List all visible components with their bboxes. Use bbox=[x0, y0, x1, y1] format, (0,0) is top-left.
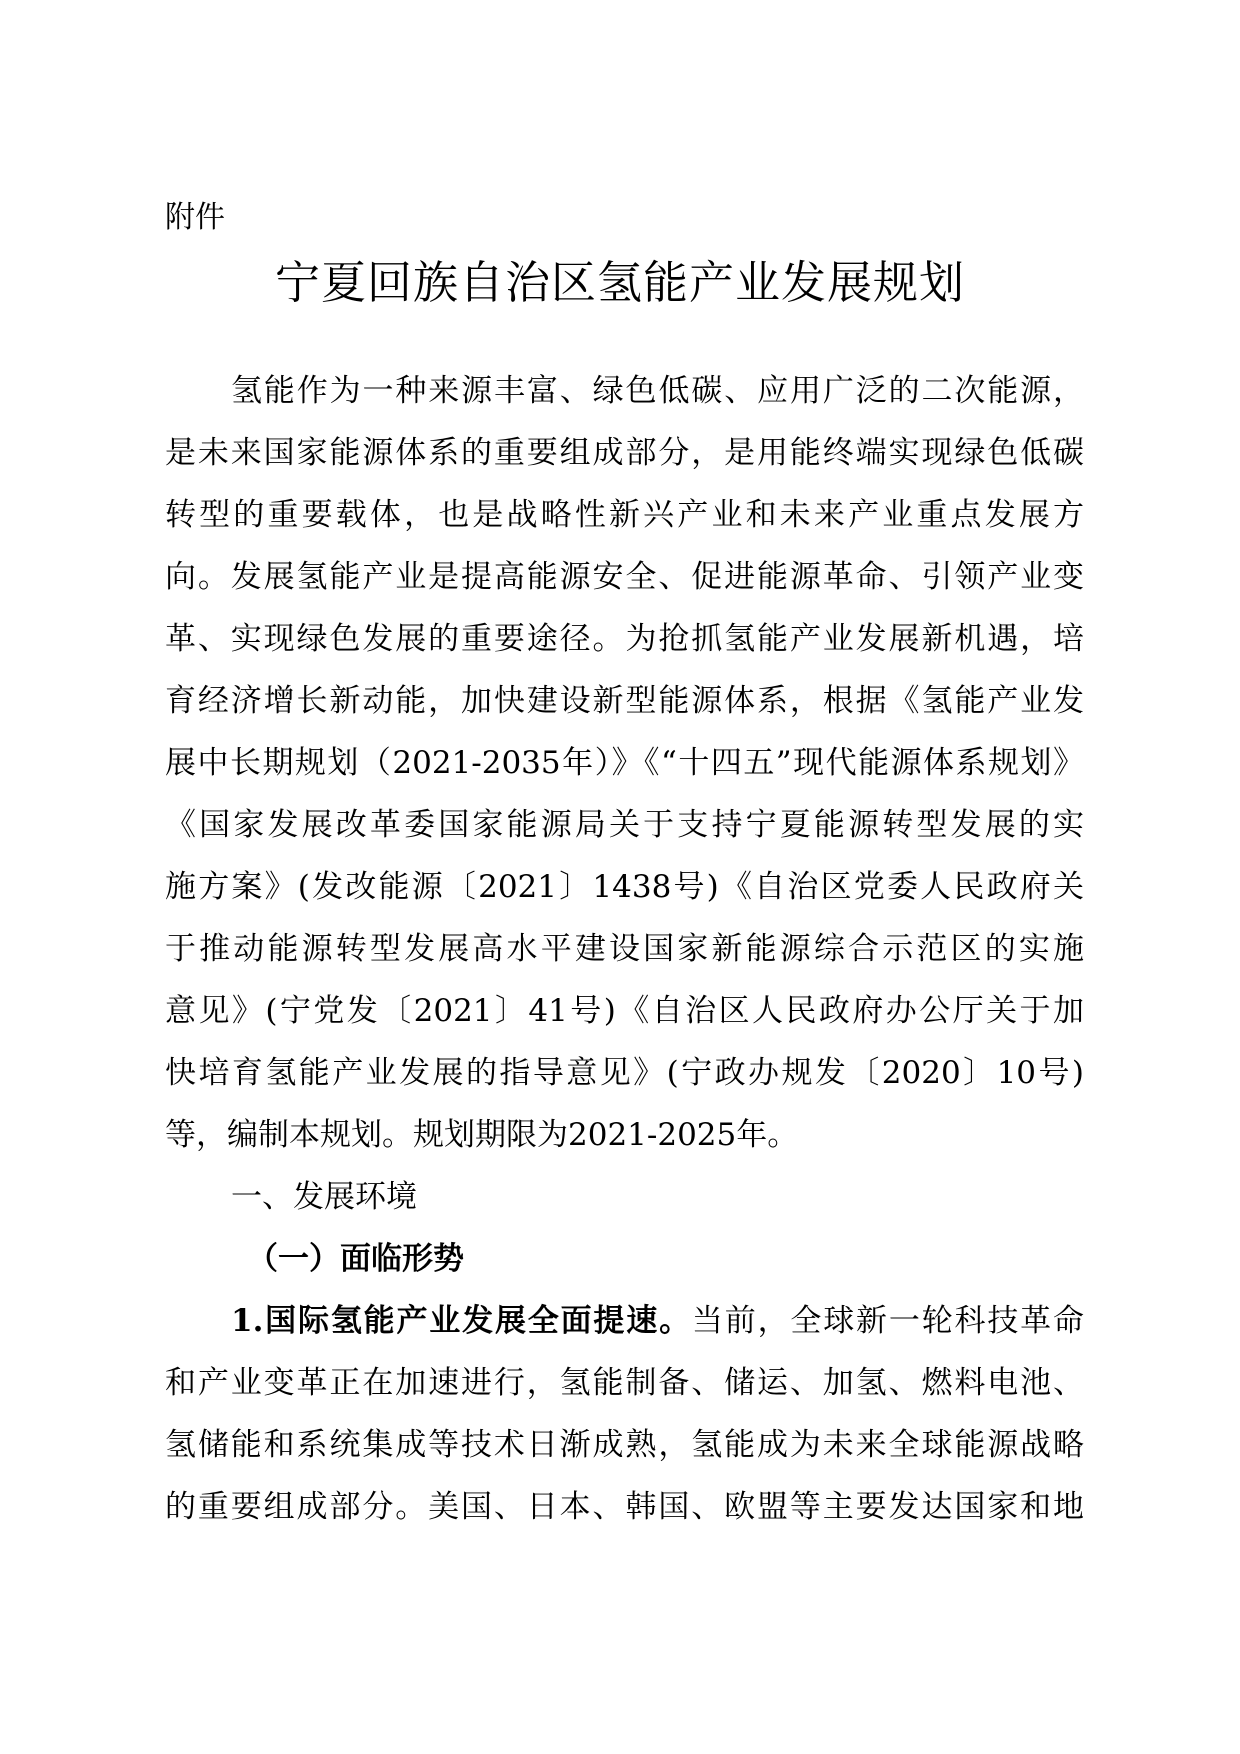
paragraph-line: 和产业变革正在加速进行，氢能制备、储运、加氢、燃料电池、 bbox=[165, 1365, 1084, 1401]
document-title: 宁夏回族自治区氢能产业发展规划 bbox=[274, 256, 965, 309]
paragraph-line: 等，编制本规划。规划期限为2021-2025年。 bbox=[165, 1117, 799, 1153]
paragraph-line: 快培育氢能产业发展的指导意见》(宁政办规发〔2020〕10号) bbox=[165, 1055, 1084, 1091]
paragraph-line bbox=[165, 1290, 1084, 1352]
paragraph-line: 革、实现绿色发展的重要途径。为抢抓氢能产业发展新机遇，培 bbox=[165, 621, 1084, 657]
paragraph-line: 氢储能和系统集成等技术日渐成熟，氢能成为未来全球能源战略 bbox=[165, 1427, 1084, 1463]
paragraph-line: 是未来国家能源体系的重要组成部分，是用能终端实现绿色低碳 bbox=[165, 435, 1084, 471]
subsection-heading: （一）面临形势 bbox=[247, 1241, 464, 1277]
paragraph-line: 于推动能源转型发展高水平建设国家新能源综合示范区的实施 bbox=[165, 931, 1084, 967]
paragraph-line: 转型的重要载体，也是战略性新兴产业和未来产业重点发展方 bbox=[165, 497, 1084, 533]
paragraph-line: 意见》(宁党发〔2021〕41号)《自治区人民政府办公厅关于加 bbox=[165, 993, 1084, 1029]
point-1-text: 当前，全球新一轮科技革命 bbox=[691, 1303, 1084, 1339]
attachment-label: 附件 bbox=[165, 200, 225, 235]
paragraph-line: 育经济增长新动能，加快建设新型能源体系，根据《氢能产业发 bbox=[165, 683, 1084, 719]
point-1-heading: 1.国际氢能产业发展全面提速。 bbox=[231, 1303, 692, 1339]
paragraph-line: 氢能作为一种来源丰富、绿色低碳、应用广泛的二次能源， bbox=[231, 373, 1084, 409]
paragraph-line: 向。发展氢能产业是提高能源安全、促进能源革命、引领产业变 bbox=[165, 559, 1084, 595]
section-heading: 一、发展环境 bbox=[231, 1179, 417, 1215]
paragraph-line: 《国家发展改革委国家能源局关于支持宁夏能源转型发展的实 bbox=[165, 807, 1084, 843]
paragraph-line: 施方案》(发改能源〔2021〕1438号)《自治区党委人民政府关 bbox=[165, 869, 1084, 905]
paragraph-line: 的重要组成部分。美国、日本、韩国、欧盟等主要发达国家和地 bbox=[165, 1489, 1084, 1525]
paragraph-line: 展中长期规划（2021-2035年）》《“十四五”现代能源体系规划》 bbox=[165, 745, 1084, 781]
